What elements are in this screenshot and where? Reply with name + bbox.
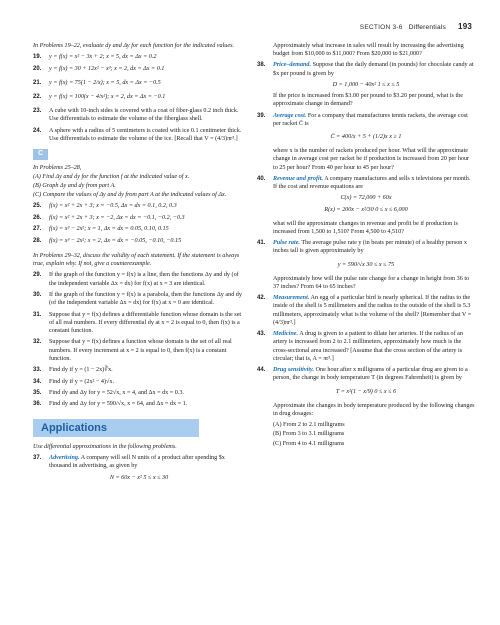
equation-41: y = 590/√x 30 ≤ x ≤ 75 [337, 261, 395, 268]
problem-39: 39. Average cost. For a company that manufactures tennis rackets, the average cost per racket C̄ is [257, 112, 468, 127]
problem-27: 27. f(x) = x³ − 2x²; x = 1, Δx = dx = 0.05, 0.10, 0.15 [33, 226, 169, 233]
section-title: Differentials [408, 24, 446, 31]
right-column [257, 42, 475, 449]
problem-25: 25. f(x) = x² + 2x + 3; x = −0.5, Δx = dx = 0.1, 0.2, 0.3 [33, 203, 177, 210]
problem-31: 31. Suppose that y = f(x) defines a differentiable function whose domain is the set of all real numbers. If every differential dy at x = 2 is equal to 0, then f(x) is a constant function. [33, 311, 242, 334]
equation-40-cost: C(x) = 72,000 + 60x [340, 195, 392, 202]
problem-44: 44. Drug sensitivity. One hour after x milligrams of a particular drug are given to a person, the change in body temperature T (in degrees Fahrenheit) is given by [257, 367, 468, 382]
problem-43: 43. Medicine. A drug is given to a patient to dilate her arteries. If the radius of an artery is increased from 2 to 2.1 millimeters, approximately how much is the cross-sectional area increased? [Assume that the cross section of the artery is circular; that is, A = πr².] [257, 331, 463, 362]
problem-37: 37. Advertising. A company will sell N units of a product after spending $x thousand in advertising, as given by [33, 454, 225, 470]
problem-24: 24. A sphere with a radius of 5 centimeters is coated with ice 0.1 centimeter thick. Use differentials to estimate the volume of the ice. [Recall that V = (4/3)πr³.] [33, 127, 242, 142]
problem-19: 19. y = f(x) = x² − 3x + 2; x = 5, dx = Δx = 0.2 [33, 54, 157, 61]
problem-38-continued: If the price is increased from $3.00 per pound to $3.20 per pound, what is the approximate change in demand? [273, 93, 463, 108]
instructions-applications: Use differential approximations in the following problems. [33, 443, 177, 450]
part-c: (C) From 4 to 4.1 milligrams [273, 440, 345, 447]
problem-40-continued: what will the approximate changes in revenue and profit be if production is increased from 1,500 to 1,510? From 4,500 to 4,510? [273, 220, 458, 236]
part-b: (B) From 3 to 3.1 milligrams [273, 431, 345, 438]
equation-40-revenue: R(x) = 200x − x²/30 0 ≤ x ≤ 6,000 [324, 206, 408, 213]
problem-36: 36. Find dy and Δy for y = 590/√x, x = 64, and Δx = dx = 1. [33, 401, 188, 408]
problem-38: 38. Price–demand. Suppose that the daily demand (in pounds) for chocolate candy at $x per pound is given by [257, 62, 474, 77]
problem-22: 22. y = f(x) = 100(x − 4/x²); x = 2, dx = Δx = −0.1 [33, 94, 166, 100]
problem-40: 40. Revenue and profit. A company manufactures and sells x televisions per month. If the cost and revenue equations are [257, 175, 471, 191]
problem-26: 26. f(x) = x² + 2x + 3; x = −2, Δx = dx = −0.1, −0.2, −0.3 [33, 214, 185, 221]
section-c-label: C [33, 149, 48, 159]
part-a: (A) From 2 to 2.1 milligrams [273, 422, 345, 429]
problem-44-continued: Approximate the changes in body temperature produced by the following changes in drug dosages: [273, 402, 475, 418]
problem-33: 33. Find dy if y = (1 − 2x)∛x. [33, 367, 113, 374]
instruction-b: (B) Graph Δy and dy from part A. [33, 183, 116, 189]
problem-39-continued: where x is the number of rackets produced per hour. What will the approximate change in average cost per racket be if production is increased from 20 per hour to 25 per hour? From 40 per hour to 45 per hour? [273, 148, 470, 171]
problem-32: 32. Suppose that y = f(x) defines a function whose domain is the set of all real numbers. If every increment at x = 2 is equal to 0, then f(x) is a constant function. [33, 339, 232, 362]
equation-39: C̄ = 400/x + 5 + (1/2)x x ≥ 1 [330, 134, 402, 141]
problem-29: 29. If the graph of the function y = f(x) is a line, then the functions Δy and dy (of the independent variable Δx = dx) for f(x) at x = 3 are identical. [33, 272, 239, 287]
page-number: 193 [458, 22, 472, 31]
problem-42: 42. Measurement. An egg of a particular bird is nearly spherical. If the radius to the inside of the shell is 5 millimeters and the radius to the outside of the shell is 5.3 millimeters, approximately what is the volume of the shell? [Remember that V = (4/3)πr³.] [257, 295, 472, 326]
instruction-c: (C) Compare the values of Δy and dy from part A at the indicated values of Δx. [33, 192, 227, 199]
section-label: SECTION 3-6 [359, 24, 403, 31]
problem-20: 20. y = f(x) = 30 + 12x² − x³; x = 2, dx = Δx = 0.1 [33, 65, 165, 72]
equation-38: D = 1,000 − 40x² 1 ≤ x ≤ 5 [332, 82, 400, 88]
problem-28: 28. f(x) = x³ − 2x²; x = 2, Δx = dx = −0.05, −0.10, −0.15 [33, 237, 182, 244]
equation-44: T = x²(1 − x/9) 0 ≤ x ≤ 6 [335, 388, 397, 395]
problem-35: 35. Find dy and Δy for y = 52√x, x = 4, and Δx = dx = 0.3. [33, 389, 184, 396]
problem-21: 21. y = f(x) = 75(1 − 2/x); x = 5, dx = Δx = −0.5 [33, 79, 161, 86]
problem-41: 41. Pulse rate. The average pulse rate y (in beats per minute) of a healthy person x inches tall is given approximately by [257, 240, 467, 255]
instructions-19-22: In Problems 19–22, evaluate dy and Δy for each function for the indicated values. [33, 43, 235, 49]
problem-23: 23. A cube with 10-inch sides is covered with a coat of fiber-glass 0.2 inch thick. Use differentials to estimate the volume of the fiberglass shell. [33, 108, 239, 123]
running-header [360, 22, 472, 31]
problem-37-continued: Approximately what increase in sales will result by increasing the advertising budget from $10,000 to $11,000? From $20,000 to $21,000? [273, 43, 464, 58]
problem-30: 30. If the graph of the function y = f(x) is a parabola, then the functions Δy and dy (of the independent variable Δx = dx) for f(x) at x = 0 are identical. [33, 291, 242, 307]
instruction-a: (A) Find Δy and dy for the function f at the indicated value of x. [33, 173, 190, 180]
problem-34: 34. Find dy if y = (2x² − 4)√x. [33, 378, 115, 385]
left-column [33, 42, 245, 485]
instructions-29-32: In Problems 29–32, discuss the validity of each statement. If the statement is always true, explain why. If not, give a counterexample. [33, 252, 240, 268]
problem-41-continued: Approximately how will the pulse rate change for a change in height from 36 to 37 inches? From 64 to 65 inches? [273, 275, 470, 291]
equation-37: N = 60x − x² 5 ≤ x ≤ 30 [109, 474, 169, 481]
applications-heading: Applications [33, 419, 199, 437]
instructions-25-28: In Problems 25–28, [33, 164, 82, 171]
